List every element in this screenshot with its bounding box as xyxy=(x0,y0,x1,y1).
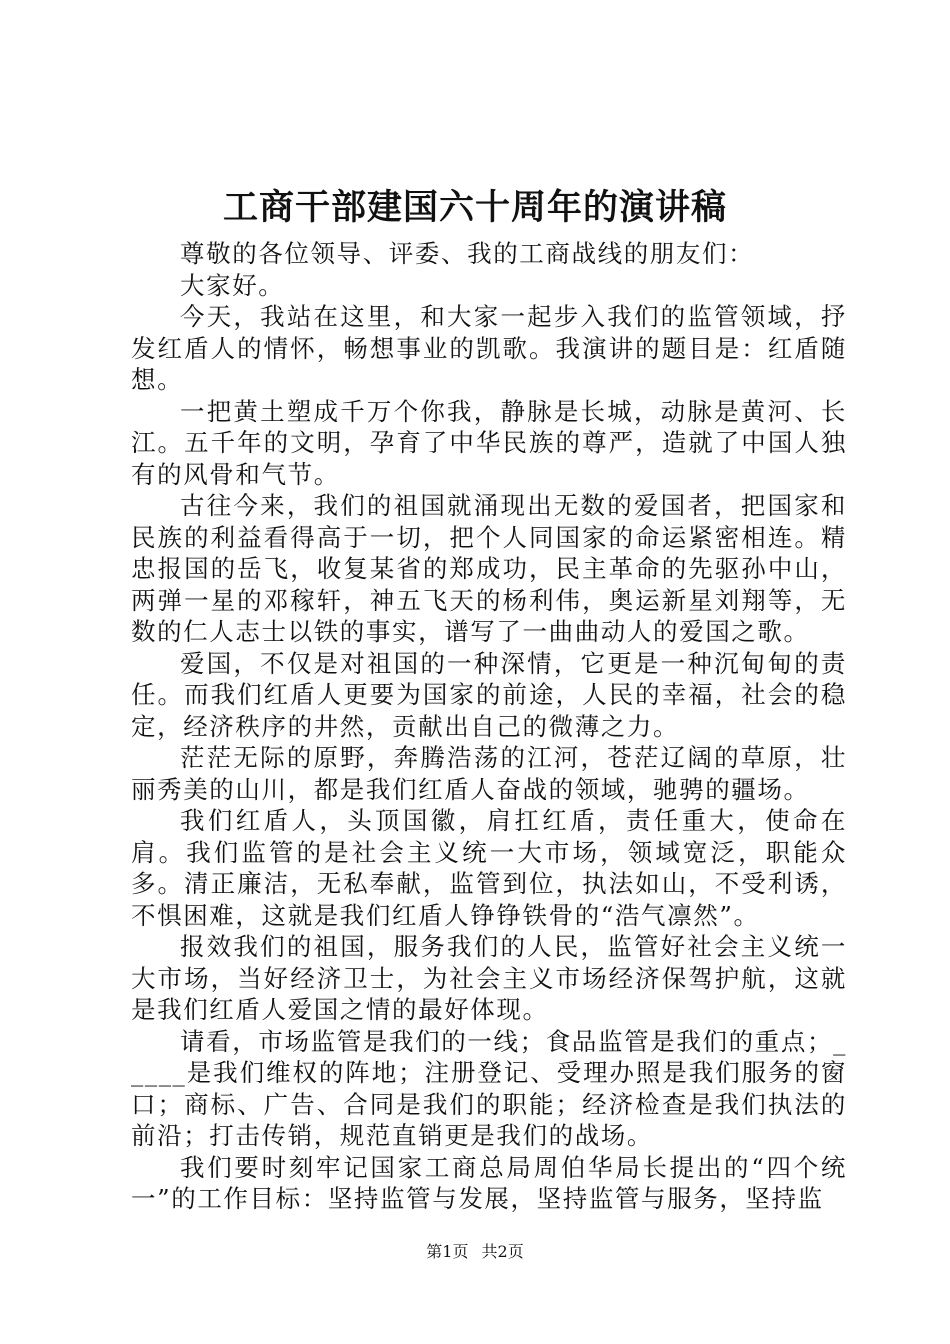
document-body xyxy=(131,238,847,1215)
paragraph: 我们要时刻牢记国家工商总局周伯华局长提出的“四个统一”的工作目标：坚持监管与发展，坚持监管与服务，坚持监 xyxy=(131,1152,847,1213)
paragraph: 古往今来，我们的祖国就涌现出无数的爱国者，把国家和民族的利益看得高于一切，把个人同国家的命运紧密相连。精忠报国的岳飞，收复某省的郑成功，民主革命的先驱孙中山，两弹一星的邓稼轩，神五飞天的杨利伟，奥运新星刘翔等，无数的仁人志士以铁的事实，谱写了一曲曲动人的爱国之歌。 xyxy=(131,491,847,646)
page-total: 共2页 xyxy=(481,1242,524,1261)
paragraph: 茫茫无际的原野，奔腾浩荡的江河，苍茫辽阔的草原，壮丽秀美的山川，都是我们红盾人奋战的领域，驰骋的疆场。 xyxy=(131,743,847,804)
paragraph: 我们红盾人，头顶国徽，肩扛红盾，责任重大，使命在肩。我们监管的是社会主义统一大市场，领域宽泛，职能众多。清正廉洁，无私奉献，监管到位，执法如山，不受利诱，不惧困难，这就是我们红盾人铮铮铁骨的“浩气凛然”。 xyxy=(131,806,847,930)
paragraph: 大家好。 xyxy=(180,270,285,300)
paragraph: 报效我们的祖国，服务我们的人民，监管好社会主义统一大市场，当好经济卫士，为社会主义市场经济保驾护航，这就是我们红盾人爱国之情的最好体现。 xyxy=(131,932,847,1024)
paragraph: 一把黄土塑成千万个你我，静脉是长城，动脉是黄河、长江。五千年的文明，孕育了中华民族的尊严，造就了中国人独有的风骨和气节。 xyxy=(131,396,847,489)
page-number: 第1页 xyxy=(426,1242,469,1261)
document-title: 工商干部建国六十周年的演讲稿 xyxy=(222,187,727,228)
paragraph: 请看，市场监管是我们的一线；食品监管是我们的重点；_____是我们维权的阵地；注册登记、受理办照是我们服务的窗口；商标、广告、合同是我们的职能；经济检查是我们执法的前沿；打击传销，规范直销更是我们的战场。 xyxy=(131,1026,847,1150)
paragraph: 今天，我站在这里，和大家一起步入我们的监管领域，抒发红盾人的情怀，畅想事业的凯歌。我演讲的题目是：红盾随想。 xyxy=(131,302,847,394)
paragraph: 爱国，不仅是对祖国的一种深情，它更是一种沉甸甸的责任。而我们红盾人更要为国家的前途，人民的幸福，社会的稳定，经济秩序的井然，贡献出自己的微薄之力。 xyxy=(131,648,847,741)
paragraph: 尊敬的各位领导、评委、我的工商战线的朋友们： xyxy=(180,239,755,268)
page-footer xyxy=(0,1240,950,1264)
